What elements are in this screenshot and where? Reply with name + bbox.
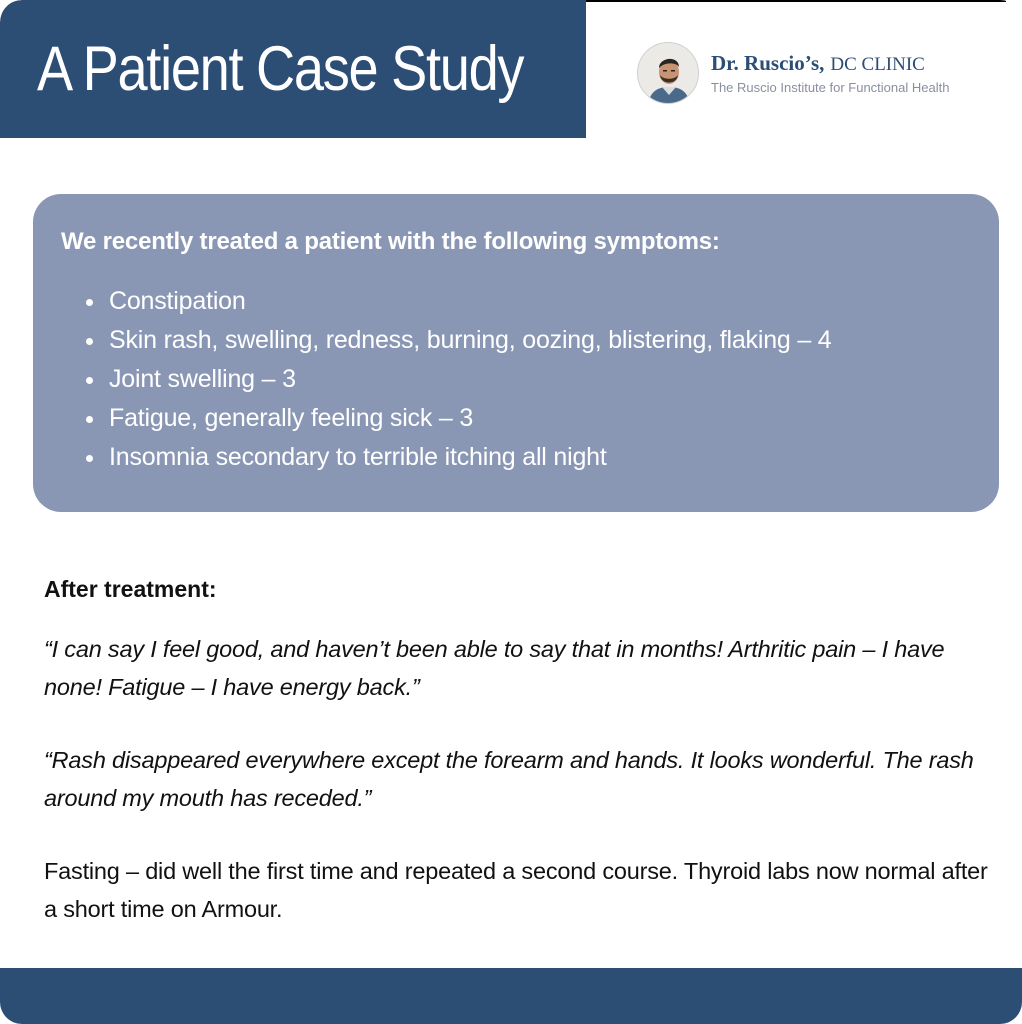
symptoms-card <box>33 194 999 512</box>
after-treatment-heading: After treatment: <box>44 576 217 602</box>
symptoms-heading: We recently treated a patient with the following symptoms: <box>61 228 720 255</box>
title-banner <box>0 0 586 138</box>
patient-quote: “I can say I feel good, and haven’t been able to say that in months! Arthritic pain – I have none! Fatigue – I have energy back.” <box>44 636 945 700</box>
symptoms-list <box>61 282 971 477</box>
footer-bar <box>0 968 1022 1024</box>
brand-tagline: The Ruscio Institute for Functional Health <box>711 80 950 95</box>
brand-name-line <box>711 51 949 77</box>
brand-name: Dr. Ruscio’s, <box>711 51 825 75</box>
patient-quote: “Rash disappeared everywhere except the forearm and hands. It looks wonderful. The rash around my mouth has receded.” <box>44 747 974 811</box>
treatment-note: Fasting – did well the first time and repeated a second course. Thyroid labs now normal after a short time on Armour. <box>44 858 988 922</box>
symptom-item: Insomnia secondary to terrible itching all night <box>109 438 971 477</box>
symptom-item: Skin rash, swelling, redness, burning, oozing, blistering, flaking – 4 <box>109 321 971 360</box>
page-title: A Patient Case Study <box>37 34 524 104</box>
after-treatment-section <box>44 572 994 928</box>
symptom-item: Fatigue, generally feeling sick – 3 <box>109 399 971 438</box>
clinic-brand <box>637 42 949 104</box>
brand-text <box>711 51 949 95</box>
symptom-item: Constipation <box>109 282 971 321</box>
top-divider <box>586 0 1006 2</box>
doctor-avatar-icon <box>637 42 699 104</box>
symptom-item: Joint swelling – 3 <box>109 360 971 399</box>
brand-suffix: DC CLINIC <box>830 54 925 75</box>
